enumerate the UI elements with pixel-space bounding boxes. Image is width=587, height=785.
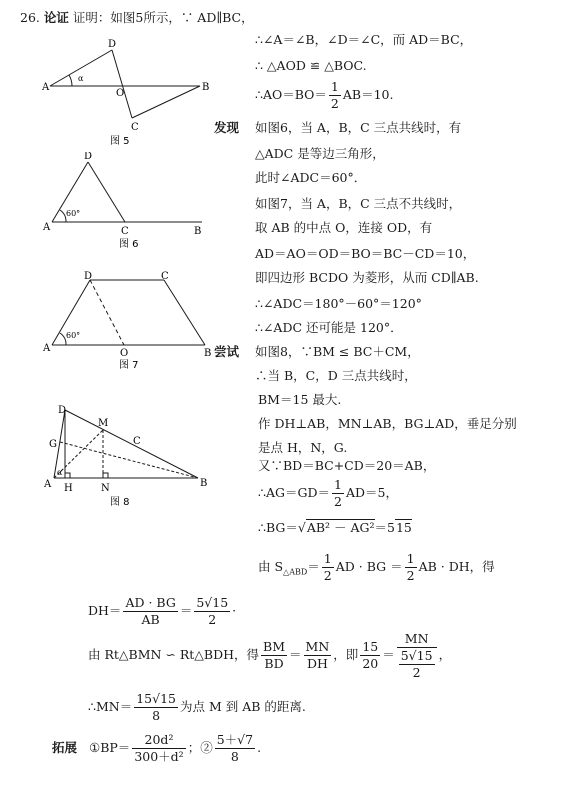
try-line-9: 由 $S_{\triangle ABD}=$ $\frac{1}{2}$ AD · BG ＝ $\frac{1}{2}$ AB · DH，得	[258, 551, 495, 583]
discover-line-5: 取 AB 的中点 O，连接 OD，有	[255, 220, 433, 235]
try-line-4: 作 DH⊥AB，MN⊥AB，BG⊥AD，垂足分别	[258, 416, 517, 431]
fig5-angle-alpha	[69, 75, 72, 86]
discover-line-3: 此时∠ADC＝60°．	[255, 170, 367, 185]
try-line-1: 如图8，∵BM ≤ BC＋CM，	[255, 344, 420, 359]
discover-line-6: AD＝AO＝OD＝BO＝BC－CD＝10，	[255, 246, 476, 261]
fraction-half: $\frac{1}{2}$	[330, 79, 339, 111]
fig7-caption: 图 7	[119, 360, 139, 371]
fig6-caption: 图 6	[119, 239, 139, 250]
discover-line-4: 如图7，当 A，B，C 三点不共线时，	[255, 196, 462, 211]
fig8-label-h: H	[64, 483, 73, 494]
dh-line: DH＝ $\frac{AD \cdot BG}{AB}$ ＝ $\frac{5√15}{2}$ ·	[88, 595, 237, 627]
proof-intro: 证明：如图5所示，∵ AD∥BC，	[72, 10, 254, 25]
fig6-label-60: 60°	[66, 209, 81, 218]
fig5-line-cb	[132, 86, 200, 118]
fig7-line-cb	[164, 280, 205, 345]
discover-line-8: ∴∠ADC＝180°－60°＝120°	[255, 296, 422, 311]
fig6-label-c: C	[121, 226, 129, 237]
fig8-label-alpha: α	[57, 468, 63, 477]
fig7-line-do-dashed	[90, 280, 124, 345]
tag-proof: 论证	[43, 10, 69, 25]
figure-6	[40, 152, 215, 254]
fig6-label-d: D	[84, 152, 93, 162]
tag-discover: 发现	[214, 120, 240, 135]
proof-line-1: ∴∠A＝∠B，∠D＝∠C，而 AD＝BC，	[255, 32, 473, 47]
discover-line-9: ∴∠ADC 还可能是 120°．	[255, 320, 403, 335]
figure-7	[40, 270, 215, 374]
fig5-label-c: C	[131, 122, 139, 133]
fig8-label-a: A	[44, 479, 52, 490]
proof-line-3: ∴AO＝BO＝ $\frac{1}{2}$ AB＝10.	[255, 79, 394, 111]
fig8-label-d: D	[58, 405, 67, 416]
fig7-label-d: D	[84, 271, 93, 282]
similarity-line: 由 Rt△BMN ∽ Rt△BDH，得 $\frac{BM}{BD}$ ＝ $\frac{MN}{DH}$ ，即 $\frac{15}{20}$ ＝ $\frac{MN}{\frac{5√15}{2}}$ ，	[88, 631, 452, 680]
fig7-label-o: O	[120, 348, 129, 359]
try-line-5: 是点 H，N，G.	[258, 440, 348, 455]
fig8-label-m: M	[98, 418, 109, 429]
try-line-6: 又∵BD＝BC+CD＝20＝AB，	[258, 458, 436, 473]
discover-line-7: 即四边形 BCDO 为菱形，从而 CD∥AB.	[255, 270, 479, 285]
fig8-line-gb	[60, 442, 198, 478]
fig8-label-c: C	[133, 436, 141, 447]
fig5-label-alpha: α	[78, 74, 84, 83]
fig7-label-60: 60°	[66, 331, 81, 340]
fig8-caption: 图 8	[110, 497, 130, 508]
fig6-label-b: B	[194, 226, 202, 237]
try-line-7: ∴AG＝GD＝ $\frac{1}{2}$ AD＝5，	[258, 477, 398, 509]
problem-header	[20, 12, 254, 25]
fig5-label-o: O	[116, 88, 125, 99]
fig8-label-b: B	[200, 478, 208, 489]
figure-5	[40, 38, 215, 148]
try-line-2: ∴当 B，C，D 三点共线时，	[255, 368, 417, 383]
tag-extend: 拓展	[52, 739, 78, 755]
fig7-label-a: A	[43, 343, 51, 354]
discover-line-1: 如图6，当 A，B，C 三点共线时，有	[255, 120, 462, 135]
figure-8	[40, 402, 215, 512]
problem-number: 26.	[20, 10, 40, 25]
tag-try: 尝试	[214, 344, 240, 359]
fig7-label-b: B	[204, 348, 212, 359]
extend-line: 拓展 ①BP＝ $\frac{\text{20d²}}{\text{300＋d²}}$ ；② $\frac{5+√7}{8}$ .	[52, 732, 262, 764]
fraction-half-2: $\frac{1}{2}$	[333, 477, 342, 509]
fig5-line-dc	[112, 50, 132, 118]
fig8-right-angle-n	[103, 473, 108, 478]
fig8-right-angle-h	[65, 473, 70, 478]
fig7-label-c: C	[161, 271, 169, 282]
fig5-label-a: A	[42, 82, 50, 93]
mn-line: ∴MN＝ $\frac{15√15}{8}$ 为点 M 到 AB 的距离.	[88, 691, 306, 723]
fig6-line-dc	[88, 162, 125, 222]
fig5-caption: 图 5	[110, 136, 130, 147]
fig8-line-db	[65, 410, 198, 478]
try-line-3: BM＝15 最大.	[258, 392, 342, 407]
proof-line-2: ∴ △AOD ≌ △BOC.	[255, 58, 367, 73]
try-line-8: ∴BG＝√AB² － AG²＝515	[258, 520, 412, 535]
fig8-label-g: G	[49, 439, 57, 450]
fig5-label-d: D	[108, 39, 117, 50]
fig6-label-a: A	[43, 222, 51, 233]
fig5-label-b: B	[202, 82, 210, 93]
fig8-label-n: N	[101, 483, 110, 494]
discover-line-2: △ADC 是等边三角形，	[255, 146, 385, 161]
